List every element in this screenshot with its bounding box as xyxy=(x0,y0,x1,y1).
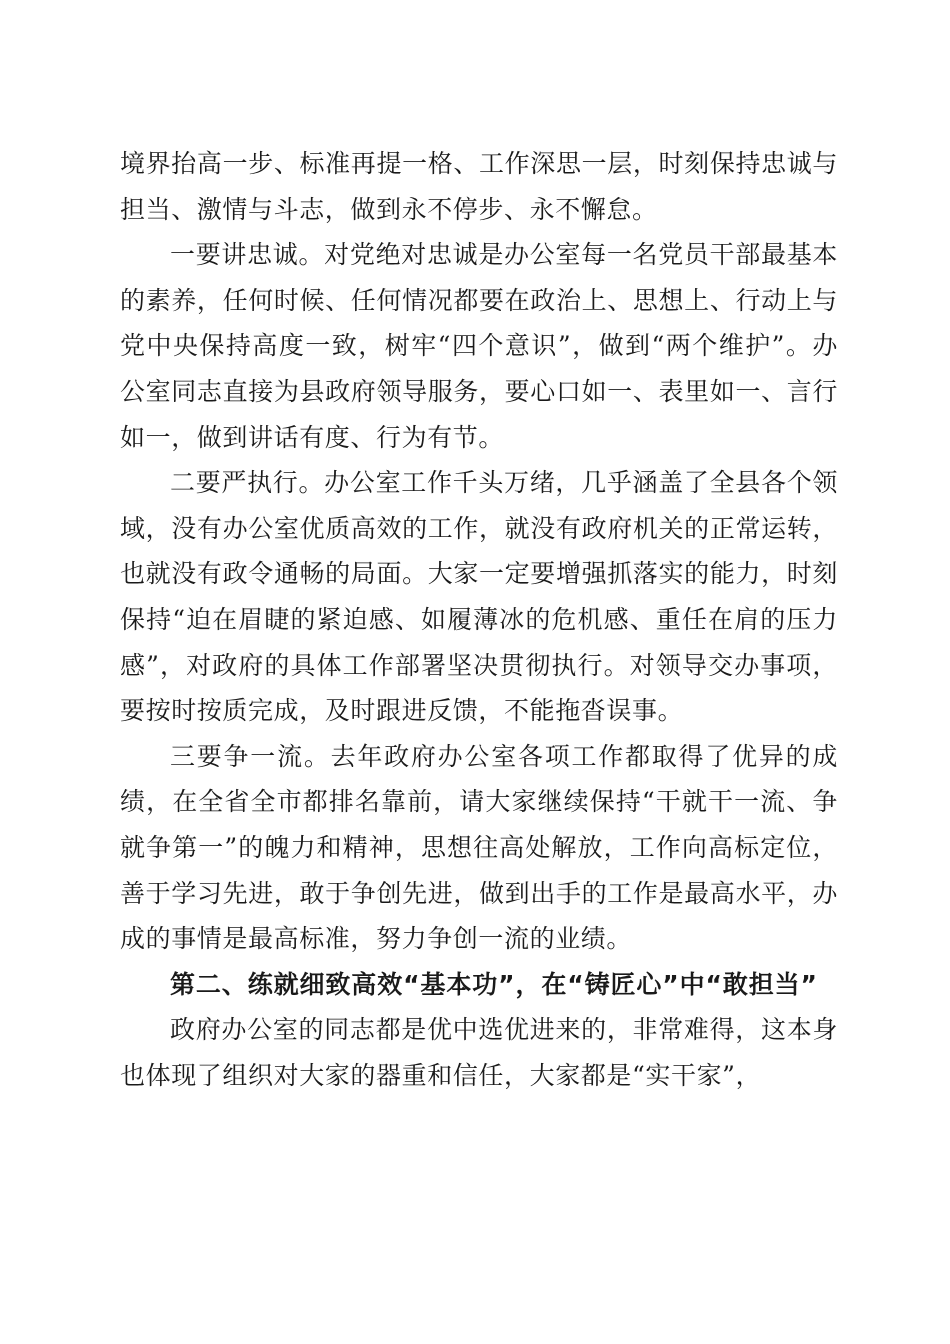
paragraph-continuation: 境界抬高一步、标准再提一格、工作深思一层，时刻保持忠诚与担当、激情与斗志，做到永不停步、永不懈怠。 xyxy=(120,149,838,224)
document-body xyxy=(120,141,838,1098)
paragraph-office-staff: 政府办公室的同志都是优中选优进来的，非常难得，这本身也体现了组织对大家的器重和信任，大家都是“实干家”， xyxy=(120,1015,838,1090)
paragraph-loyalty: 一要讲忠诚。对党绝对忠诚是办公室每一名党员干部最基本的素养，任何时候、任何情况都要在政治上、思想上、行动上与党中央保持高度一致，树牢“四个意识”，做到“两个维护”。办公室同志直接为县政府领导服务，要心口如一、表里如一、言行如一，做到讲话有度、行为有节。 xyxy=(120,240,838,452)
paragraph-execution: 二要严执行。办公室工作千头万绪，几乎涵盖了全县各个领域，没有办公室优质高效的工作，就没有政府机关的正常运转，也就没有政令通畅的局面。大家一定要增强抓落实的能力，时刻保持“迫在眉睫的紧迫感、如履薄冰的危机感、重任在肩的压力感”，对政府的具体工作部署坚决贯彻执行。对领导交办事项，要按时按质完成，及时跟进反馈，不能拖沓误事。 xyxy=(120,468,838,726)
section-heading: 第二、练就细致高效“基本功”，在“铸匠心”中“敢担当” xyxy=(170,969,818,999)
paragraph-first-class: 三要争一流。去年政府办公室各项工作都取得了优异的成绩，在全省全市都排名靠前，请大家继续保持“干就干一流、争就争第一”的魄力和精神，思想往高处解放，工作向高标定位，善于学习先进，敢于争创先进，做到出手的工作是最高水平，办成的事情是最高标准，努力争创一流的业绩。 xyxy=(120,741,838,954)
